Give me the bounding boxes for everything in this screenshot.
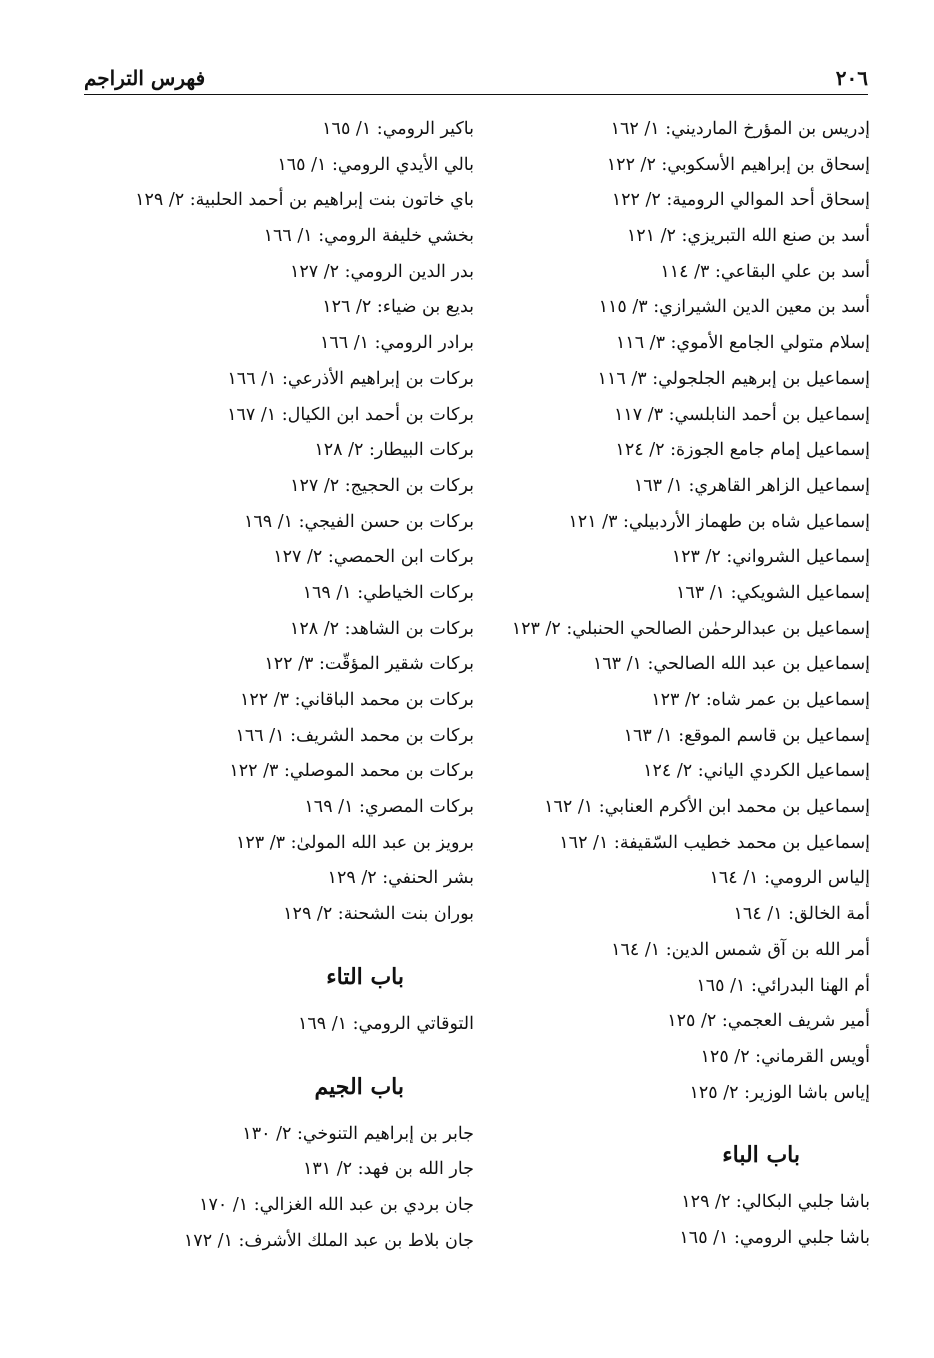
section-gap <box>84 1107 474 1117</box>
index-entry: أمر الله بن آق شمس الدين: ١/ ١٦٤ <box>611 939 870 960</box>
section-gap <box>84 1043 474 1067</box>
index-entry: باي خاتون بنت إبراهيم بن أحمد الحلبية: ٢/ ١٢٩ <box>135 190 474 211</box>
index-list <box>490 112 870 1111</box>
index-entry: أم الهنا البدرائي: ١/ ١٦٥ <box>696 975 870 996</box>
left-column <box>84 112 474 1259</box>
page-number: ٢٠٦ <box>835 66 868 90</box>
index-entry: التوقاتي الرومي: ١/ ١٦٩ <box>297 1013 474 1034</box>
index-entry: إسماعيل بن إبرهيم الجلجولي: ٣/ ١١٦ <box>597 368 870 389</box>
section-heading-ta: باب التاء <box>326 963 404 990</box>
index-entry: إسماعيل شاه بن طهماز الأردبيلي: ٣/ ١٢١ <box>568 511 870 532</box>
index-entry: باكير الرومي: ١/ ١٦٥ <box>322 119 474 139</box>
index-entry: إسماعيل بن عبد الله الصالحي: ١/ ١٦٣ <box>592 654 870 675</box>
index-entry: إسماعيل الزاهر القاهري: ١/ ١٦٣ <box>633 475 870 496</box>
index-entry: إسحاق أحد الموالي الرومية: ٢/ ١٢٢ <box>611 190 870 211</box>
index-entry: أمير شريف العجمي: ٢/ ١٢٥ <box>667 1011 870 1032</box>
index-entry: بركات بن حسن الفيجي: ١/ ١٦٩ <box>243 511 474 532</box>
index-entry: إسماعيل بن عبدالرحمٰن الصالحي الحنبلي: ٢/ ١٢٣ <box>511 618 870 639</box>
index-entry: أمة الخالق: ١/ ١٦٤ <box>733 904 870 925</box>
right-column <box>490 112 870 1257</box>
index-entry: برادر الرومي: ١/ ١٦٦ <box>320 333 474 354</box>
index-entry: بديع بن ضياء: ٢/ ١٢٦ <box>322 297 474 318</box>
index-entry: جار الله بن فهد: ٢/ ١٣١ <box>302 1159 474 1180</box>
index-entry: جان بردي بن عبد الله الغزالي: ١/ ١٧٠ <box>199 1194 474 1215</box>
index-entry: إسماعيل بن محمد ابن الأكرم العنابي: ١/ ١٦٢ <box>544 797 870 818</box>
index-entry: أسد بن علي البقاعي: ٣/ ١١٤ <box>660 261 870 282</box>
index-entry: إسماعيل بن محمد خطيب السّقيفة: ١/ ١٦٢ <box>559 832 870 853</box>
page-header <box>84 56 868 90</box>
index-entry: جان بلاط بن عبد الملك الأشرف: ١/ ١٧٢ <box>183 1230 474 1251</box>
index-entry: بشر الحنفي: ٢/ ١٢٩ <box>327 868 474 889</box>
index-entry: بركات بن محمد الباقاني: ٣/ ١٢٢ <box>239 690 474 710</box>
index-entry: إسماعيل الشويكي: ١/ ١٦٣ <box>675 582 870 603</box>
index-entry: أسد بن معين الدين الشيرازي: ٣/ ١١٥ <box>598 297 870 318</box>
running-title: فهرس التراجم <box>84 66 206 90</box>
index-entry: إياس باشا الوزير: ٢/ ١٢٥ <box>689 1082 870 1103</box>
index-entry: بدر الدين الرومي: ٢/ ١٢٧ <box>289 261 474 282</box>
index-entry: برويز بن عبد الله المولىٰ: ٣/ ١٢٣ <box>235 832 474 853</box>
index-entry: بركات بن إبراهيم الأذرعي: ١/ ١٦٦ <box>227 368 474 389</box>
section-gap <box>84 933 474 957</box>
index-entry: بركات بن الحجيج: ٢/ ١٢٧ <box>290 475 474 496</box>
index-entry: بالي الأيدي الرومي: ١/ ١٦٥ <box>277 154 474 175</box>
section-gap <box>490 1175 870 1185</box>
index-entry: بركات بن محمد الموصلي: ٣/ ١٢٢ <box>229 761 474 782</box>
index-entry: إسماعيل بن أحمد النابلسي: ٣/ ١١٧ <box>613 404 870 425</box>
index-entry: بركات بن الشاهد: ٢/ ١٢٨ <box>289 618 474 639</box>
index-entry: بركات المصري: ١/ ١٦٩ <box>304 797 474 818</box>
index-entry: أسد بن صنع الله التبريزي: ٢/ ١٢١ <box>626 226 870 247</box>
section-gap <box>490 1111 870 1135</box>
index-entry: باشا جلبي البكالي: ٢/ ١٢٩ <box>681 1192 870 1213</box>
index-entry: إسماعيل الشرواني: ٢/ ١٢٣ <box>671 547 870 568</box>
index-entry: بركات بن محمد الشريف: ١/ ١٦٦ <box>235 725 474 746</box>
index-list <box>84 112 474 933</box>
index-entry: إلياس الرومي: ١/ ١٦٤ <box>709 868 870 889</box>
index-entry: إسماعيل إمام جامع الجوزة: ٢/ ١٢٤ <box>615 440 870 461</box>
index-entry: بخشي خليفة الرومي: ١/ ١٦٦ <box>263 226 474 247</box>
index-entry: إسحاق بن إبراهيم الأسكوبي: ٢/ ١٢٢ <box>606 154 870 175</box>
index-entry: بركات شقير المؤقّت: ٣/ ١٢٢ <box>264 654 474 675</box>
index-entry: بركات البيطار: ٢/ ١٢٨ <box>314 440 474 461</box>
section-heading-jim: باب الجيم <box>314 1073 404 1100</box>
index-entry: بركات ابن الحمصي: ٢/ ١٢٧ <box>273 547 474 568</box>
section-heading-ba: باب الباء <box>722 1142 800 1169</box>
index-entry: إسماعيل الكردي الياني: ٢/ ١٢٤ <box>643 761 870 782</box>
index-entry: بركات الخياطي: ١/ ١٦٩ <box>302 582 474 603</box>
index-entry: بوران بنت الشحنة: ٢/ ١٢٩ <box>283 904 474 925</box>
index-entry: إسلام متولي الجامع الأموي: ٣/ ١١٦ <box>615 333 870 354</box>
index-entry: إسماعيل بن قاسم الموقع: ١/ ١٦٣ <box>623 725 870 746</box>
section-gap <box>84 997 474 1007</box>
index-entry: باشا جلبي الرومي: ١/ ١٦٥ <box>679 1227 870 1248</box>
index-entry: أويس القرماني: ٢/ ١٢٥ <box>700 1046 870 1067</box>
index-entry: إسماعيل بن عمر شاه: ٢/ ١٢٣ <box>651 690 870 710</box>
header-rule <box>84 94 868 95</box>
index-entry: بركات بن أحمد ابن الكيال: ١/ ١٦٧ <box>227 404 474 425</box>
index-entry: إدريس بن المؤرخ الماردیني: ١/ ١٦٢ <box>610 119 870 139</box>
index-entry: جابر بن إبراهيم التنوخي: ٢/ ١٣٠ <box>242 1123 474 1144</box>
